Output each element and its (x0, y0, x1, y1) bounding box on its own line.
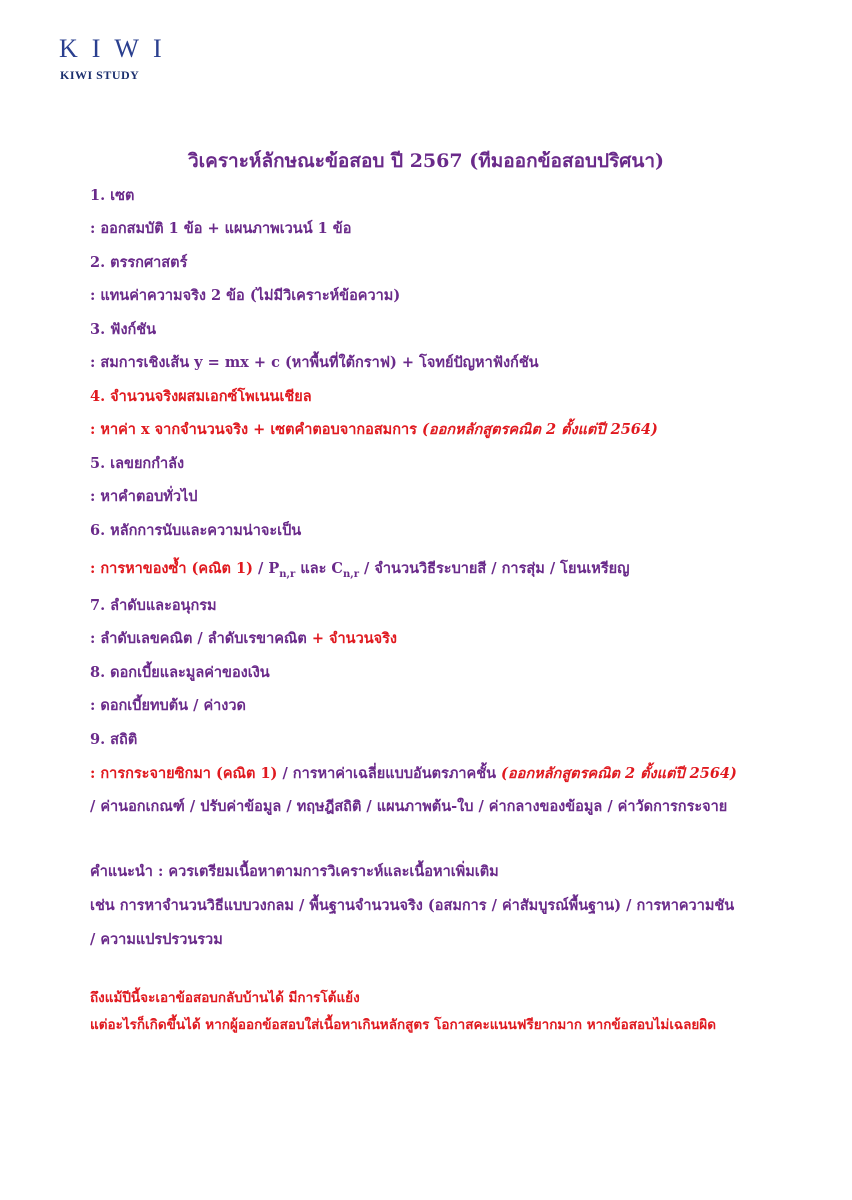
item-6-red-text: : การหาของซ้ำ (คณิต 1) (90, 560, 253, 577)
advice-line-2: เช่น การหาจำนวนวิธีแบบวงกลม / พื้นฐานจำนวนจริง (อสมการ / ค่าสัมบูรณ์พื้นฐาน) / การหาความชัน (90, 897, 735, 914)
item-6-detail (90, 559, 630, 585)
item-6-perm-sub: n,r (279, 568, 296, 580)
logo-brand: KIWI (59, 34, 176, 63)
item-7-detail-text: : ลำดับเลขคณิต / ลำดับเรขาคณิต (90, 630, 312, 647)
item-6-perm-label: / P (252, 560, 280, 577)
item-3-heading: 3. ฟังก์ชัน (90, 321, 157, 338)
logo-mark (55, 36, 175, 62)
item-9-note: (ออกหลักสูตรคณิต 2 ตั้งแต่ปี 2564) (501, 765, 737, 782)
item-9-detail-2: / ค่านอกเกณฑ์ / ปรับค่าข้อมูล / ทฤษฎีสถิติ / แผนภาพต้น-ใบ / ค่ากลางของข้อมูล / ค่าวัดการกระจาย (90, 798, 728, 815)
item-5-detail: : หาคำตอบทั่วไป (90, 488, 198, 505)
item-6-heading: 6. หลักการนับและความน่าจะเป็น (90, 522, 302, 539)
item-9-detail-1 (90, 764, 737, 784)
item-1-heading: 1. เซต (90, 187, 135, 204)
item-2-detail: : แทนค่าความจริง 2 ข้อ (ไม่มีวิเคราะห์ข้อความ) (90, 287, 401, 304)
kiwi-logo (55, 36, 175, 86)
item-9-red-text: : การกระจายซิกมา (คณิต 1) (90, 765, 278, 782)
item-6-comb-label: และ C (295, 560, 343, 577)
warning-line-2: แต่อะไรก็เกิดขึ้นได้ หากผู้ออกข้อสอบใส่เนื้อหาเกินหลักสูตร โอกาสคะแนนฟรียากมาก หากข้อสอบไม่เฉลยผิด (90, 1017, 716, 1033)
warning-line-1: ถึงแม้ปีนี้จะเอาข้อสอบกลับบ้านได้ มีการโต้แย้ง (90, 990, 360, 1006)
item-6-comb-sub: n,r (342, 568, 359, 580)
item-9-heading: 9. สถิติ (90, 731, 138, 748)
item-4-heading: 4. จำนวนจริงผสมเอกซ์โพเนนเชียล (90, 388, 312, 405)
page-title: วิเคราะห์ลักษณะข้อสอบ ปี 2567 (ทีมออกข้อสอบปริศนา) (187, 150, 665, 172)
item-4-detail-text: : หาค่า x จากจำนวนจริง + เซตคำตอบจากอสมการ (90, 421, 422, 438)
item-7-red-text: + จำนวนจริง (311, 630, 397, 647)
item-4-detail (90, 420, 658, 440)
item-9-mid-text: / การหาค่าเฉลี่ยแบบอันตรภาคชั้น (277, 765, 502, 782)
item-6-rest: / จำนวนวิธีระบายสี / การสุ่ม / โยนเหรียญ (359, 560, 630, 577)
item-1-detail: : ออกสมบัติ 1 ข้อ + แผนภาพเวนน์ 1 ข้อ (90, 220, 352, 237)
item-4-note: (ออกหลักสูตรคณิต 2 ตั้งแต่ปี 2564) (422, 421, 658, 438)
item-8-detail: : ดอกเบี้ยทบต้น / ค่างวด (90, 697, 246, 714)
item-8-heading: 8. ดอกเบี้ยและมูลค่าของเงิน (90, 664, 270, 681)
item-5-heading: 5. เลขยกกำลัง (90, 455, 185, 472)
advice-line-3: / ความแปรปรวนรวม (90, 931, 223, 948)
advice-line-1: คำแนะนำ : ควรเตรียมเนื้อหาตามการวิเคราะห์และเนื้อหาเพิ่มเติม (90, 863, 499, 880)
item-3-detail: : สมการเชิงเส้น y = mx + c (หาพื้นที่ใต้กราฟ) + โจทย์ปัญหาฟังก์ชัน (90, 354, 539, 371)
item-7-detail (90, 629, 397, 649)
item-2-heading: 2. ตรรกศาสตร์ (90, 254, 188, 271)
logo-subtitle: KIWI STUDY (60, 68, 140, 82)
item-7-heading: 7. ลำดับและอนุกรม (90, 597, 217, 614)
